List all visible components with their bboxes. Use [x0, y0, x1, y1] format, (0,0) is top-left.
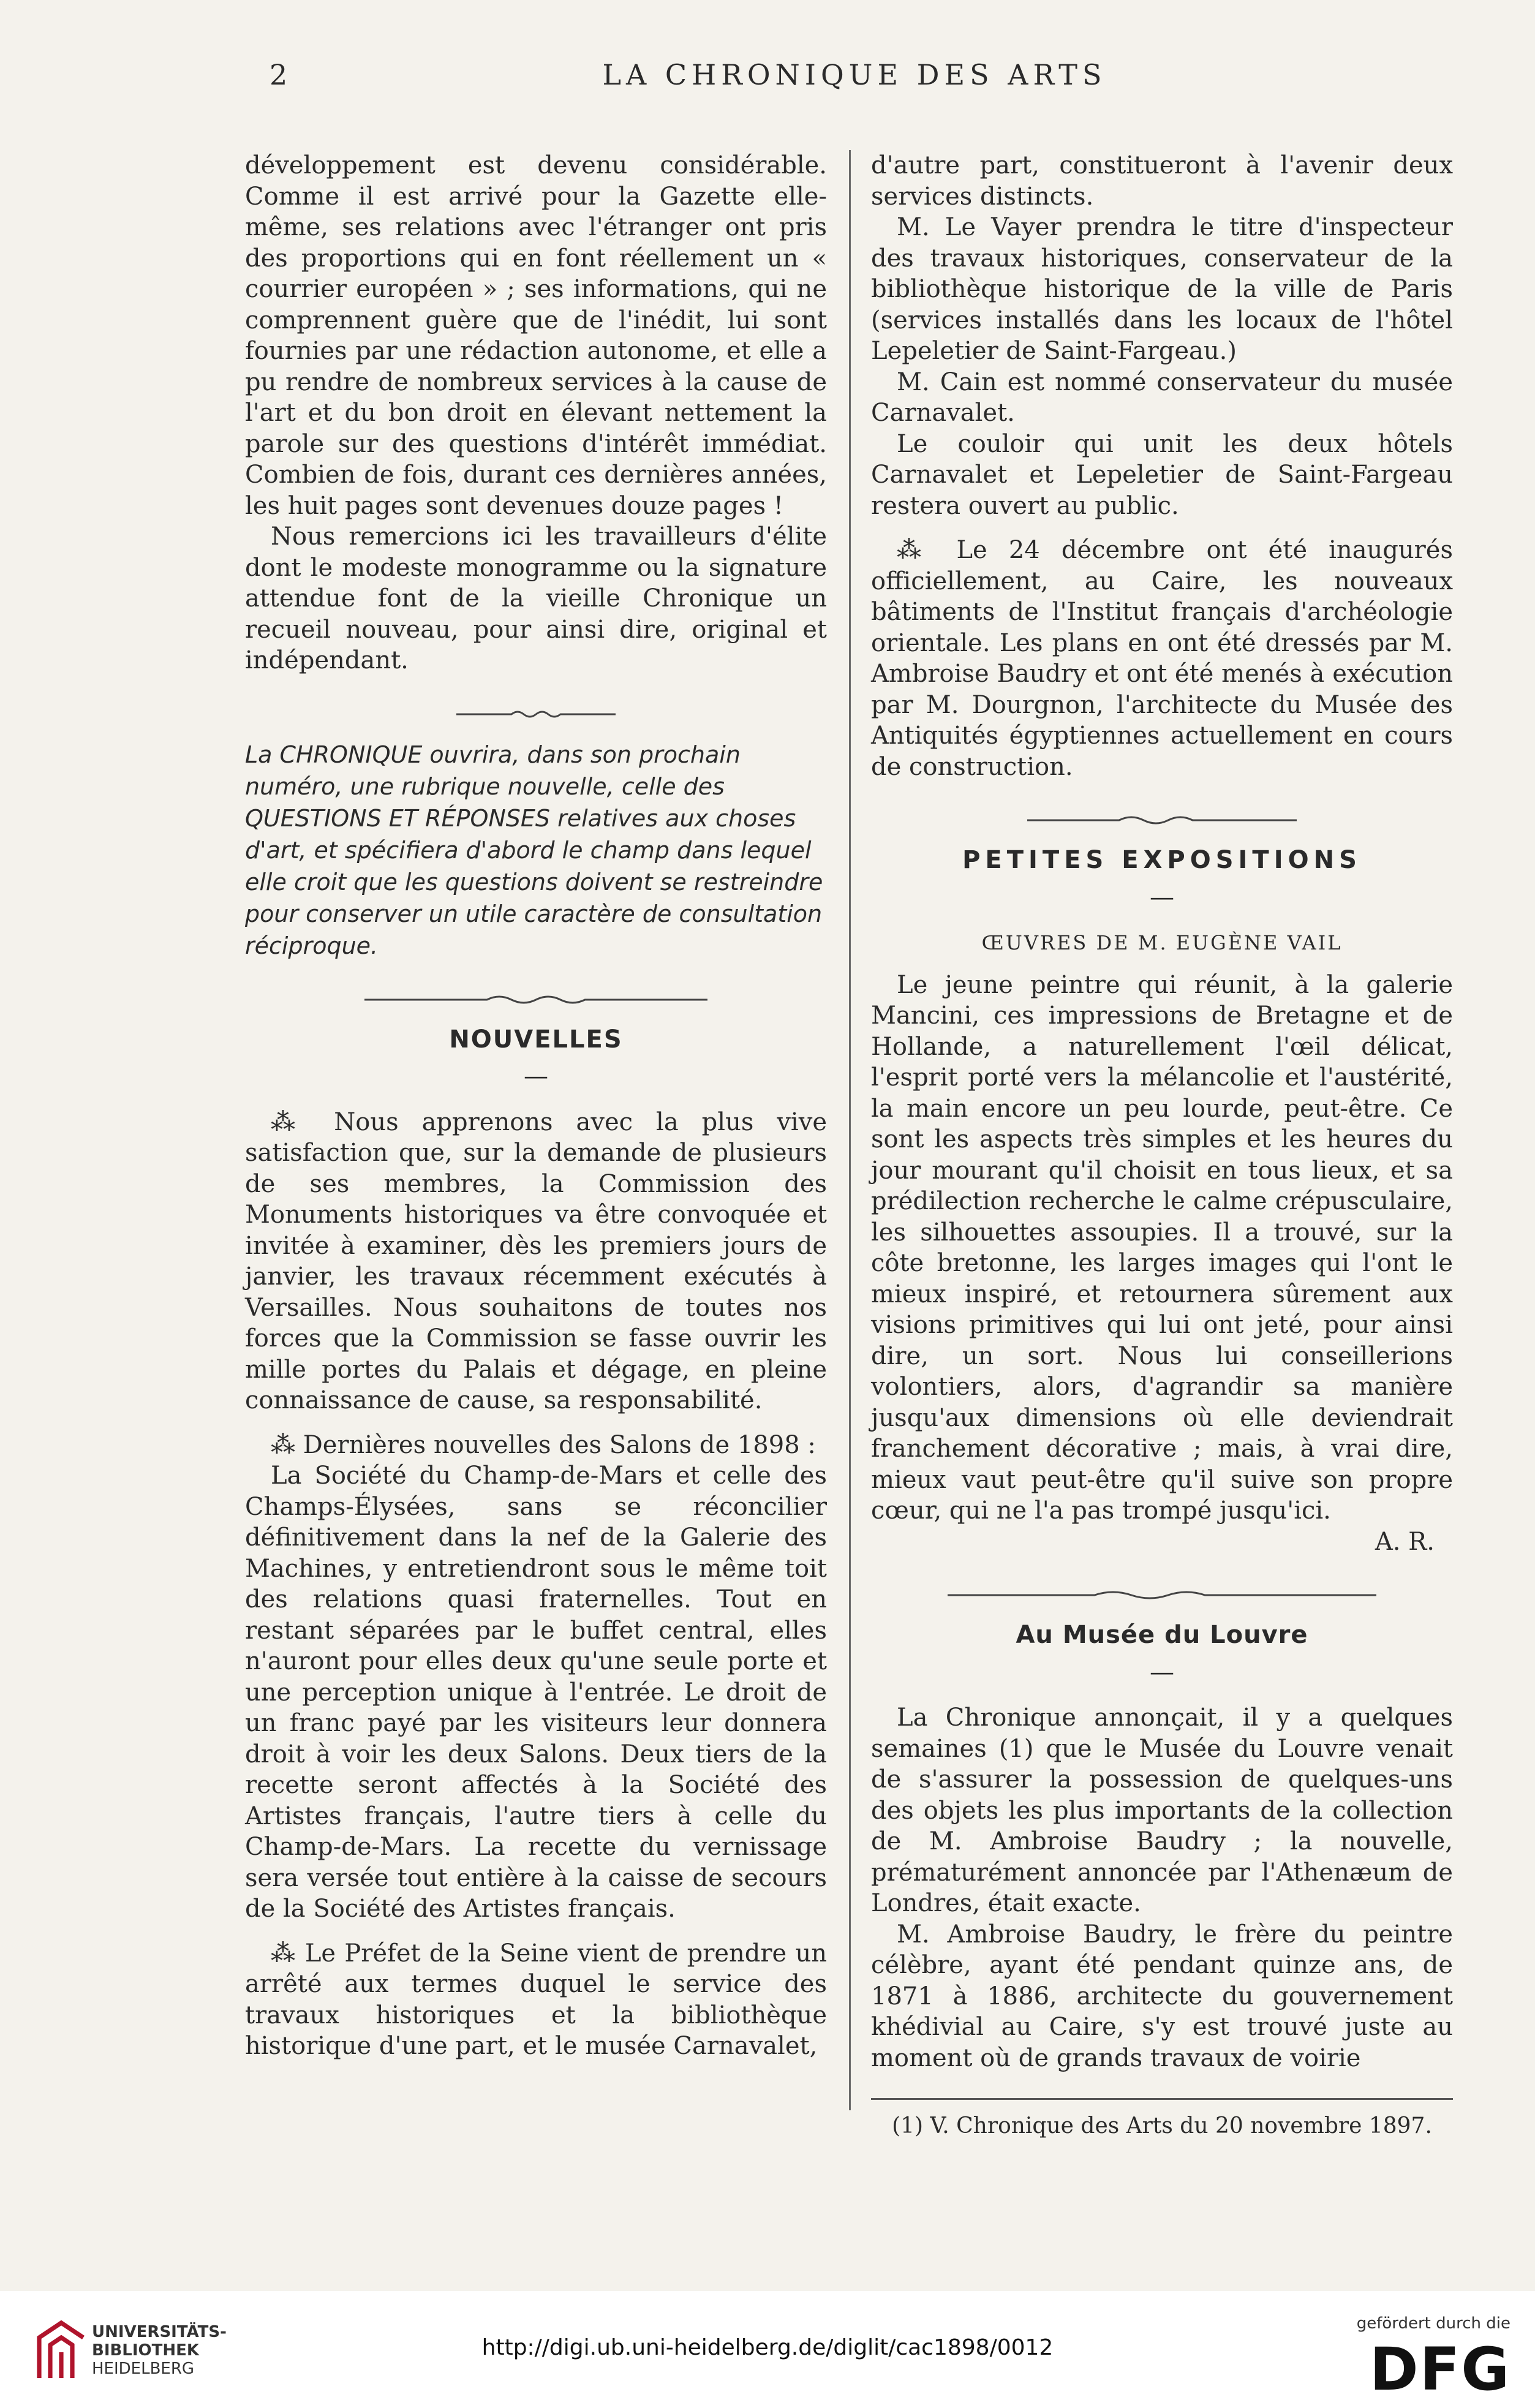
ornament-divider-icon [245, 698, 827, 717]
library-name-line: HEIDELBERG [92, 2360, 195, 2378]
paragraph: Nous remercions ici les travailleurs d'élite dont le modeste monogramme ou la signature attendue font de la vieille Chronique un recueil nouveau, pour ainsi dire, original et indépendant. [245, 523, 827, 674]
news-item: ⁂ Nous apprenons avec la plus vive satisfaction que, sur la demande de plusieurs de ses membres, la Commission des Monuments historiques va être convoquée et invitée à examiner, dès les premiers jours de janvier, les travaux récemment exécutés à Versailles. Nous souhaitons de toutes nos forces que la Commission se fasse ouvrir les mille portes du Palais et dégage, en pleine connaissance de cause, sa responsabilité. [245, 1108, 827, 1414]
page-header [245, 58, 1464, 101]
ornament-divider-icon [871, 1579, 1453, 1598]
ornament-divider-icon [245, 984, 827, 1002]
news-item: ⁂ Le Préfet de la Seine vient de prendre un arrêté aux termes duquel le service des travaux historiques et la bibliothèque historique d'une part, et le musée Carnavalet, [245, 1939, 827, 2060]
author-signature: A. R. [1375, 1527, 1435, 1556]
right-column [871, 150, 1453, 2142]
exhibition-subheading: ŒUVRES DE M. EUGÈNE VAIL [981, 931, 1343, 954]
section-heading-nouvelles: NOUVELLES [449, 1025, 623, 1054]
dfg-logo[interactable]: DFG [1369, 2335, 1510, 2404]
paragraph: d'autre part, constitueront à l'avenir deux services distincts. [871, 151, 1453, 211]
section-heading-petites-expositions: PETITES EXPOSITIONS [962, 846, 1362, 874]
paragraph: M. Le Vayer prendra le titre d'inspecteur des travaux historiques, conservateur de la bibliothèque historique de la ville de Paris (services installés dans les locaux de l'hôtel Lepeletier de Saint-Fargeau.) [871, 213, 1453, 365]
news-item: La Société du Champ-de-Mars et celle des Champs-Élysées, sans se réconcilier définitivement dans la nef de la Galerie des Machines, y entretiendront sous le même toit des relations quasi fraternelles. Tout en restant séparées par le buffet central, elles n'auront pour elles deux qu'une seule porte et une perception unique à l'entrée. Le droit de un franc payé par les visiteurs leur donnera droit à voir les deux Salons. Deux tiers de la recette seront affectés à la Société des Artistes français, l'autre tiers à celle du Champ-de-Mars. La recette du vernissage sera versée tout entière à la caisse de secours de la Société des Artistes français. [245, 1462, 827, 1923]
library-name-line: BIBLIOTHEK [92, 2341, 200, 2360]
permalink-url[interactable]: http://digi.ub.uni-heidelberg.de/diglit/cac1898/0012 [481, 2335, 1054, 2360]
funding-note: gefördert durch die [1356, 2314, 1510, 2333]
paragraph: développement est devenu considérable. Comme il est arrivé pour la Gazette elle-même, ses relations avec l'étranger ont pris des proportions qui en font réellement un « courrier européen » ; ses informations, qui ne comprennent guère que de l'inédit, lui sont fournies par une rédaction autonome, et elle a pu rendre de nombreux services à la cause de l'art et du bon droit en élevant nettement la parole sur des questions d'intérêt immédiat. Combien de fois, durant ces dernières années, les huit pages sont devenues douze pages ! [245, 151, 827, 520]
section-dash: — [1150, 883, 1174, 911]
viewer-footer [0, 2291, 1535, 2408]
column-divider [849, 150, 851, 2110]
section-dash: — [1150, 1658, 1174, 1686]
news-item: ⁂ Dernières nouvelles des Salons de 1898 : [271, 1430, 816, 1459]
page-number: 2 [270, 58, 288, 91]
running-title: LA CHRONIQUE DES ARTS [602, 58, 1107, 91]
section-dash: — [524, 1062, 548, 1090]
section-heading-louvre: Au Musée du Louvre [1016, 1621, 1308, 1649]
paragraph: Le couloir qui unit les deux hôtels Carnavalet et Lepeletier de Saint-Fargeau restera ouvert au public. [871, 429, 1453, 520]
left-column [245, 150, 827, 2062]
footnote: (1) V. Chronique des Arts du 20 novembre 1897. [892, 2113, 1432, 2138]
news-item: ⁂ Le 24 décembre ont été inaugurés officiellement, au Caire, les nouveaux bâtiments de l'Institut français d'archéologie orientale. Les plans en ont été dressés par M. Ambroise Baudry et ont été menés à exécution par M. Dourgnon, l'architecte du Musée des Antiquités égyptiennes actuellement en cours de construction. [871, 536, 1453, 781]
footnote-rule [871, 2098, 1453, 2100]
announcement: La CHRONIQUE ouvrira, dans son prochain numéro, une rubrique nouvelle, celle des QUESTIONS ET RÉPONSES relatives aux choses d'art, et spécifiera d'abord le champ dans lequel elle croit que les questions doivent se restreindre pour conserver un utile caractère de consultation réciproque. [245, 741, 823, 959]
paragraph: La Chronique annonçait, il y a quelques semaines (1) que le Musée du Louvre venait de s'assurer la possession de quelques-uns des objets les plus importants de la collection de M. Ambroise Baudry ; la nouvelle, prématurément annoncée par l'Athenæum de Londres, était exacte. [871, 1704, 1453, 1917]
paragraph: M. Ambroise Baudry, le frère du peintre célèbre, ayant été pendant quinze ans, de 1871 à 1886, architecte du gouvernement khédivial au Caire, s'y est trouvé juste au moment où de grands travaux de voirie [871, 1920, 1453, 2072]
library-name-line: UNIVERSITÄTS- [92, 2323, 227, 2341]
paragraph: Le jeune peintre qui réunit, à la galerie Mancini, ces impressions de Bretagne et de Hollande, a naturellement l'œil délicat, l'esprit porté vers la mélancolie et l'austérité, la main encore un peu lourde, peut-être. Ce sont les aspects très simples et les heures du jour mourant qu'il choisit en tous lieux, et sa prédilection recherche le calme crépusculaire, les silhouettes assoupies. Il a trouvé, sur la côte bretonne, les larges images qui l'ont le mieux inspiré, et retournera sûrement aux visions primitives qui lui ont jeté, pour ainsi dire, un sort. Nous lui conseillerions volontiers, alors, d'agrandir sa manière jusqu'aux dimensions où elle deviendrait franchement décorative ; mais, à vrai dire, mieux vaut peut-être qu'il suive son propre cœur, qui ne l'a pas trompé jusqu'ici. [871, 970, 1453, 1525]
paragraph: M. Cain est nommé conservateur du musée Carnavalet. [871, 368, 1453, 427]
ornament-divider-icon [871, 804, 1453, 823]
